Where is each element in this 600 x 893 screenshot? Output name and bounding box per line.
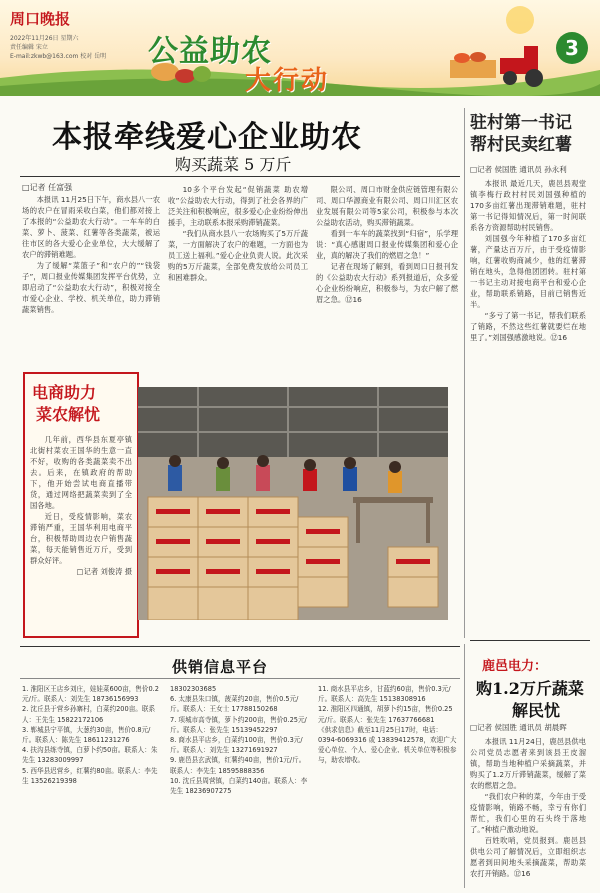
- supply-title: 供销信息平台: [172, 658, 269, 676]
- list-item: 11. 商水县平店乡，甘蓝约60亩，售价0.3元/斤。联系人：高先生 15138308916: [318, 685, 451, 704]
- warehouse-photo-illustration: [138, 387, 448, 620]
- paragraph: 刘国强今年种植了170多亩红薯，产量达百万斤，由于受疫情影响，红薯收购商减少，他的红薯滞销在地头，急得他团团转。驻村第一书记主动对接电商平台和爱心企业，帮助联系销路，目前已销售近半。: [470, 234, 586, 309]
- issue-email: E-mail:zkwb@163.com 校对 岳明: [10, 53, 107, 60]
- list-item: 7. 项城市高寺镇，萝卜约200亩，售价0.25元/斤。联系人：张先生 15139452297: [170, 715, 307, 734]
- paragraph: 本报讯 11月25日下午，商水县八一农场的农户在冒雨采收白菜，他们都对接上了本报的“公益助农大行动”。一车车的白菜、萝卜、菠菜、红薯等各类蔬菜，被运往市区的各大爱心企业单位，大大缓解了农户的滞销难题。: [22, 195, 160, 259]
- paragraph: 为了缓解“菜篮子”和“农户的”“钱袋子”，周口报业传媒集团发挥平台优势，立即启动了“公益助农大行动”，积极对接全市爱心企业、学校、机关单位，助力滞销蔬菜销售。: [22, 261, 160, 314]
- paragraph: 10多个平台发起“促销蔬菜 助农增收”公益助农大行动，得到了社会各界的广泛关注和积极响应，很多爱心企业纷纷伸出援手，主动联系本报采购滞销蔬菜。: [168, 185, 308, 227]
- right-bottom-byline: □记者 侯国胜 通讯员 胡晨晖: [470, 723, 567, 732]
- issue-date: 2022年11月26日 星期六: [10, 35, 79, 42]
- list-item: 3. 郸城县宁平镇，大葱约30亩，售价0.8元/斤。联系人：陈先生 18611231276: [22, 725, 151, 745]
- supply-col-2: [170, 684, 310, 888]
- main-byline: □记者 任富强: [22, 183, 73, 192]
- paragraph: “我们从商水县八一农场购买了5万斤蔬菜，一方面解决了农户的难题，一方面也为员工送上福利。”爱心企业负责人说。此次采购的5万斤蔬菜，全部免费发放给公司员工和困难群众。: [168, 229, 308, 282]
- main-subhead: 购买蔬菜 5 万斤: [175, 155, 292, 174]
- main-col-1: [22, 194, 160, 366]
- list-item: 18302303685: [170, 685, 217, 693]
- column-divider: [464, 108, 465, 638]
- ecommerce-title: [32, 382, 100, 426]
- list-item: 5. 西华县迟营乡，红薯约80亩。联系人：李先生 13526219398: [22, 766, 158, 785]
- section-title-line2: 大行动: [245, 66, 330, 96]
- ecommerce-body: [30, 434, 132, 630]
- paragraph: 本报讯 最近几天，鹿邑县观堂镇李梅行政村村民刘国强种植的170多亩红薯出现滞销难题，驻村第一书记得知情况后，第一时间联系各方资源帮助村民销售。: [470, 179, 586, 232]
- right-top-title: [470, 112, 572, 156]
- paragraph: 记者在现场了解到，看到周口日报刊发的《公益助农大行动》系列报道后，众多爱心企业纷纷响应，积极参与，为农户解了燃眉之急。⑫16: [316, 262, 458, 304]
- issue-meta: [10, 34, 140, 61]
- paragraph: 本报讯 11月24日，鹿邑县供电公司党员志愿者来到该县王皮溜镇，帮助当地种植户采摘蔬菜，并购买了1.2万斤滞销蔬菜，缓解了菜农的燃眉之急。: [470, 737, 586, 790]
- news-photo: [138, 387, 448, 620]
- main-headline: 本报牵线爱心企业助农: [52, 120, 362, 155]
- main-col-3: [316, 184, 458, 366]
- supply-col-1: [22, 684, 162, 888]
- list-item: 8. 商水县平店乡，白菜约100亩，售价0.3元/斤。联系人：刘先生 13271691927: [170, 736, 303, 755]
- ecommerce-title-line2: 菜农解忧: [36, 405, 101, 424]
- ecommerce-title-line1: 电商助力: [32, 383, 97, 402]
- right-bottom-title-line1: 购1.2万斤蔬菜: [476, 679, 584, 698]
- photo-credit: □记者 刘俊涛 摄: [76, 567, 132, 576]
- right-top-title-line1: 驻村第一书记: [470, 113, 572, 133]
- divider: [20, 176, 460, 177]
- paragraph: 百姓吹哨，党员报到。鹿邑县供电公司了解情况后，立即组织志愿者到田间地头采摘蔬菜，帮助菜农打开销路。⑫16: [470, 836, 586, 878]
- main-col-2: [168, 184, 308, 366]
- right-bottom-title-line2: 解民忧: [512, 701, 561, 720]
- column-divider: [464, 644, 465, 888]
- right-top-title-line2: 帮村民卖红薯: [470, 135, 572, 155]
- paragraph: 看到一车车的蔬菜找到“归宿”，乐学理说：“真心感谢周口报业传媒集团和爱心企业，真的解决了我们的燃眉之急！”: [316, 229, 458, 260]
- paragraph: 几年前，西华县东夏亭镇北街村菜农王国华的生意一直不好，收购的各类蔬菜卖不出去。后来，在镇政府的帮助下，他开始尝试电商直播带货，通过网络把蔬菜卖到了全国各地。: [30, 435, 132, 510]
- paragraph: “我们农户种的菜，今年由于受疫情影响，销路不畅，幸亏有你们帮忙，我们心里的石头终于落地了。”种植户激动地说。: [470, 792, 586, 834]
- list-item: 4. 扶沟县练寺镇，白萝卜约50亩。联系人：朱先生 13283009997: [22, 746, 158, 765]
- right-bottom-body: [470, 736, 586, 888]
- supply-note: 《供求信息》截至11月25日17时，电话：0394-6069316 或 13839412578，欢迎广大爱心单位、个人、爱心企业、机关单位等积极参与，助农增收。: [318, 725, 457, 765]
- list-item: 9. 鹿邑县玄武镇，红薯约40亩，售价1元/斤。联系人：李先生 18595888356: [170, 756, 306, 775]
- paragraph: 限公司、周口市财金供应链管理有限公司、周口华源商业有限公司、周口川汇区农业发展有限公司等5家公司，积极参与本次公益助农活动，购买滞销蔬菜。: [316, 185, 458, 227]
- divider: [470, 640, 590, 641]
- paragraph: 近日，受疫情影响，菜农滞销严重，王国华利用电商平台，积极帮助周边农户销售蔬菜，每天能销售近万斤，受到群众好评。: [30, 512, 132, 565]
- right-top-byline: □记者 侯国胜 通讯员 孙永利: [470, 165, 567, 174]
- list-item: 2. 沈丘县于营乡孙寨村，白菜约200亩。联系人：王先生 15822172106: [22, 705, 156, 724]
- issue-editor: 责任编辑 宋立: [10, 44, 48, 51]
- supply-col-3: [318, 684, 458, 888]
- divider: [20, 646, 460, 647]
- newspaper-logo: 周口晚报: [10, 10, 71, 28]
- list-item: 1. 淮阳区王店乡刘庄，娃娃菜600亩，售价0.2元/斤。联系人：刘先生 18736156993: [22, 685, 159, 704]
- list-item: 6. 太康县朱口镇，菠菜约20亩，售价0.5元/斤。联系人：王女士 17788150268: [170, 695, 299, 714]
- section-title-line1: 公益助农: [148, 34, 272, 69]
- paragraph: “多亏了第一书记，帮我们联系了销路，不然这些红薯就要烂在地里了。”刘国强感激地说。⑫16: [470, 311, 586, 342]
- list-item: 12. 淮阳区四通镇，胡萝卜约15亩，售价0.25元/斤。联系人：张先生 17637766681: [318, 705, 453, 724]
- right-top-body: [470, 178, 586, 638]
- page-number-badge: 3: [556, 32, 588, 64]
- divider: [20, 678, 460, 679]
- list-item: 10. 沈丘县周营镇，白菜约140亩。联系人：李先生 18236907275: [170, 776, 308, 796]
- right-bottom-kicker: 鹿邑电力：: [482, 659, 548, 674]
